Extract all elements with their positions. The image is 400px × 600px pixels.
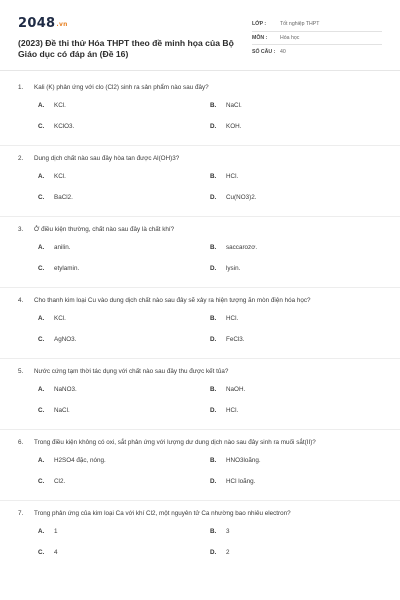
- question-list: [18, 71, 382, 569]
- answer-option[interactable]: [38, 527, 210, 548]
- question-text: Kali (K) phản ứng với clo (Cl2) sinh ra sản phẩm nào sau đây?: [34, 84, 209, 91]
- option-text: NaCl.: [226, 102, 242, 109]
- option-text: KOH.: [226, 123, 242, 130]
- logo-main: 2048: [18, 16, 56, 31]
- option-text: NaOH.: [226, 386, 246, 393]
- option-text: HCl.: [226, 315, 239, 322]
- option-letter: C.: [38, 478, 45, 485]
- question-separator: [0, 500, 400, 501]
- question-number: 5.: [18, 368, 24, 375]
- question-separator: [0, 358, 400, 359]
- answer-option[interactable]: [38, 385, 210, 406]
- answer-option[interactable]: [38, 101, 210, 122]
- option-letter: C.: [38, 407, 45, 414]
- option-text: HCl loãng.: [226, 478, 256, 485]
- meta-label: LỚP :: [252, 21, 267, 28]
- option-text: HCl.: [226, 173, 239, 180]
- option-letter: A.: [38, 173, 45, 180]
- question-number: 3.: [18, 226, 24, 233]
- meta-value: 40: [280, 48, 286, 55]
- question-text: Nước cứng tạm thời tác dụng với chất nào sau đây thu được kết tủa?: [34, 368, 229, 375]
- option-text: 2: [226, 549, 230, 556]
- question-stem: [18, 296, 382, 306]
- answer-options: [38, 385, 382, 427]
- question-item: [18, 225, 382, 288]
- answer-option[interactable]: [210, 243, 382, 264]
- answer-option[interactable]: [38, 314, 210, 335]
- option-letter: D.: [210, 478, 217, 485]
- option-text: anilin.: [54, 244, 71, 251]
- meta-label: SỐ CÂU :: [252, 48, 276, 55]
- answer-option[interactable]: [38, 243, 210, 264]
- option-text: NaNO3.: [54, 386, 77, 393]
- option-letter: A.: [38, 528, 45, 535]
- answer-option[interactable]: [210, 314, 382, 335]
- question-stem: [18, 367, 382, 377]
- question-number: 2.: [18, 155, 24, 162]
- answer-options: [38, 243, 382, 285]
- question-stem: [18, 509, 382, 519]
- option-text: KCl.: [54, 102, 66, 109]
- option-text: etylamin.: [54, 265, 80, 272]
- header-left: [18, 16, 238, 70]
- answer-option[interactable]: [210, 385, 382, 406]
- option-text: FeCl3.: [226, 336, 245, 343]
- option-letter: A.: [38, 315, 45, 322]
- option-text: HCl.: [226, 407, 239, 414]
- option-text: HNO3loãng.: [226, 457, 261, 464]
- meta-value: Hóa học: [280, 34, 300, 41]
- option-letter: D.: [210, 194, 217, 201]
- option-letter: C.: [38, 123, 45, 130]
- option-letter: C.: [38, 265, 45, 272]
- option-letter: B.: [210, 315, 217, 322]
- question-number: 4.: [18, 297, 24, 304]
- answer-option[interactable]: [210, 477, 382, 498]
- question-separator: [0, 287, 400, 288]
- option-letter: D.: [210, 407, 217, 414]
- answer-option[interactable]: [38, 548, 210, 569]
- question-item: [18, 154, 382, 217]
- question-text: Dung dịch chất nào sau đây hòa tan được Al(OH)3?: [34, 155, 180, 162]
- question-stem: [18, 83, 382, 93]
- option-letter: B.: [210, 173, 217, 180]
- meta-label: MÔN :: [252, 34, 268, 41]
- option-letter: B.: [210, 102, 217, 109]
- option-letter: C.: [38, 549, 45, 556]
- option-text: KCl.: [54, 315, 66, 322]
- option-text: 4: [54, 549, 58, 556]
- answer-option[interactable]: [210, 122, 382, 143]
- meta-row-subject: [252, 32, 382, 46]
- option-text: NaCl.: [54, 407, 70, 414]
- question-stem: [18, 225, 382, 235]
- question-stem: [18, 438, 382, 448]
- option-text: saccarozơ.: [226, 244, 258, 251]
- answer-option[interactable]: [210, 193, 382, 214]
- meta-value: Tốt nghiệp THPT: [280, 21, 320, 28]
- option-text: H2SO4 đặc, nóng.: [54, 457, 106, 464]
- document-title: (2023) Đề thi thử Hóa THPT theo đề minh họa của Bộ Giáo dục có đáp án (Đề 16): [18, 38, 234, 59]
- option-letter: B.: [210, 528, 217, 535]
- option-letter: D.: [210, 123, 217, 130]
- answer-option[interactable]: [210, 335, 382, 356]
- logo-tld: .vn: [56, 21, 68, 28]
- option-letter: B.: [210, 386, 217, 393]
- option-letter: B.: [210, 244, 217, 251]
- question-text: Trong điều kiện không có oxi, sắt phản ứng với lượng dư dung dịch nào sau đây sinh ra muối sắt(II)?: [34, 439, 316, 446]
- answer-option[interactable]: [38, 406, 210, 427]
- answer-option[interactable]: [210, 406, 382, 427]
- option-letter: A.: [38, 457, 45, 464]
- question-separator: [0, 429, 400, 430]
- answer-option[interactable]: [38, 264, 210, 285]
- answer-options: [38, 314, 382, 356]
- answer-options: [38, 172, 382, 214]
- page-header: [18, 0, 382, 70]
- answer-option[interactable]: [38, 335, 210, 356]
- question-separator: [0, 216, 400, 217]
- answer-option[interactable]: [210, 101, 382, 122]
- option-letter: B.: [210, 457, 217, 464]
- answer-options: [38, 456, 382, 498]
- option-text: AgNO3.: [54, 336, 77, 343]
- answer-option[interactable]: [210, 456, 382, 477]
- option-text: lysin.: [226, 265, 241, 272]
- question-number: 7.: [18, 510, 24, 517]
- option-letter: A.: [38, 102, 45, 109]
- option-text: Cu(NO3)2.: [226, 194, 257, 201]
- question-stem: [18, 154, 382, 164]
- answer-option[interactable]: [38, 477, 210, 498]
- option-text: KCl.: [54, 173, 66, 180]
- site-logo[interactable]: [18, 16, 238, 31]
- option-text: KClO3.: [54, 123, 75, 130]
- option-letter: D.: [210, 265, 217, 272]
- option-letter: D.: [210, 549, 217, 556]
- question-number: 6.: [18, 439, 24, 446]
- meta-row-count: [252, 45, 382, 59]
- question-number: 1.: [18, 84, 24, 91]
- answer-options: [38, 527, 382, 569]
- answer-option[interactable]: [38, 193, 210, 214]
- answer-options: [38, 101, 382, 143]
- exam-meta-table: [252, 18, 382, 70]
- answer-option[interactable]: [210, 172, 382, 193]
- option-text: 1: [54, 528, 58, 535]
- question-text: Cho thanh kim loại Cu vào dung dịch chất nào sau đây sẽ xảy ra hiện tượng ăn mòn điện hóa học?: [34, 297, 311, 304]
- option-letter: A.: [38, 386, 45, 393]
- question-separator: [0, 145, 400, 146]
- question-text: Ở điều kiện thường, chất nào sau đây là chất khí?: [34, 226, 175, 233]
- question-text: Trong phản ứng của kim loại Ca với khí Cl2, một nguyên tử Ca nhường bao nhiêu electron?: [34, 510, 291, 517]
- meta-row-class: [252, 18, 382, 32]
- answer-option[interactable]: [210, 264, 382, 285]
- answer-option[interactable]: [38, 122, 210, 143]
- option-letter: A.: [38, 244, 45, 251]
- answer-option[interactable]: [38, 172, 210, 193]
- question-item: [18, 367, 382, 430]
- option-letter: C.: [38, 194, 45, 201]
- question-item: [18, 438, 382, 501]
- option-text: 3: [226, 528, 230, 535]
- answer-option[interactable]: [210, 548, 382, 569]
- question-item: [18, 509, 382, 569]
- question-item: [18, 296, 382, 359]
- option-letter: D.: [210, 336, 217, 343]
- option-letter: C.: [38, 336, 45, 343]
- question-item: [18, 83, 382, 146]
- option-text: BaCl2.: [54, 194, 73, 201]
- answer-option[interactable]: [38, 456, 210, 477]
- option-text: Cl2.: [54, 478, 66, 485]
- answer-option[interactable]: [210, 527, 382, 548]
